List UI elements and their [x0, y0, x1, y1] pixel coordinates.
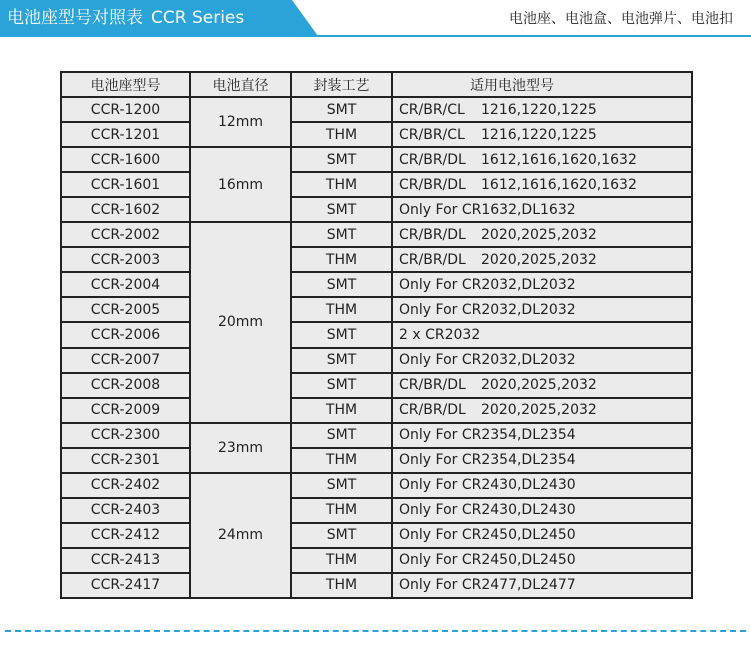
package-cell: THM: [292, 298, 391, 321]
battery-code: Only For CR2430,DL2430: [399, 502, 576, 519]
package-cell: SMT: [292, 524, 391, 547]
package-cell: SMT: [292, 474, 391, 497]
package-cell: SMT: [292, 323, 391, 346]
column-header-diameter: 电池直径: [191, 73, 290, 96]
model-cell: CCR-2413: [62, 549, 189, 572]
page-title: [7, 0, 244, 36]
model-cell: CCR-2417: [62, 574, 189, 597]
model-cell: CCR-2004: [62, 273, 189, 296]
column-header-compatible-battery: 适用电池型号: [393, 73, 691, 96]
model-cell: CCR-1201: [62, 123, 189, 146]
product-categories: 电池座、电池盒、电池弹片、电池扣: [509, 11, 733, 27]
model-cell: CCR-2412: [62, 524, 189, 547]
column-header-package: 封装工艺: [292, 73, 391, 96]
package-cell: THM: [292, 549, 391, 572]
model-cell: CCR-2008: [62, 374, 189, 397]
package-cell: SMT: [292, 98, 391, 121]
compatible-battery-cell: [393, 524, 691, 547]
compatible-battery-cell: [393, 574, 691, 597]
table-grid: [62, 73, 691, 597]
compatible-battery-cell: [393, 323, 691, 346]
battery-size-list: 1216,1220,1225: [481, 126, 597, 143]
compatible-battery-cell: [393, 98, 691, 121]
package-cell: SMT: [292, 198, 391, 221]
model-cell: CCR-1601: [62, 173, 189, 196]
package-cell: THM: [292, 123, 391, 146]
battery-code: CR/BR/CL: [399, 101, 465, 118]
compatible-battery-cell: [393, 474, 691, 497]
package-cell: SMT: [292, 223, 391, 246]
model-cell: CCR-2403: [62, 499, 189, 522]
compatible-battery-cell: [393, 248, 691, 271]
battery-code: Only For CR2032,DL2032: [399, 276, 576, 293]
compatible-battery-cell: [393, 374, 691, 397]
compatible-battery-cell: [393, 499, 691, 522]
battery-code: Only For CR2450,DL2450: [399, 527, 576, 544]
battery-code: Only For CR2354,DL2354: [399, 427, 576, 444]
battery-code: CR/BR/DL: [399, 402, 466, 419]
compatible-battery-cell: [393, 424, 691, 447]
battery-code: Only For CR2032,DL2032: [399, 352, 576, 369]
compatible-battery-cell: [393, 173, 691, 196]
package-cell: THM: [292, 449, 391, 472]
compatible-battery-cell: [393, 148, 691, 171]
compatible-battery-cell: [393, 223, 691, 246]
model-cell: CCR-2002: [62, 223, 189, 246]
compatible-battery-cell: [393, 549, 691, 572]
series-name: CCR Series: [151, 8, 245, 28]
footer-divider: [5, 630, 746, 632]
battery-code: CR/BR/DL: [399, 251, 466, 268]
package-cell: THM: [292, 173, 391, 196]
compatible-battery-cell: [393, 123, 691, 146]
page-header: [0, 0, 751, 36]
battery-code: CR/BR/DL: [399, 226, 466, 243]
package-cell: THM: [292, 574, 391, 597]
battery-code: CR/BR/DL: [399, 151, 466, 168]
battery-code: CR/BR/DL: [399, 176, 466, 193]
compatible-battery-cell: [393, 198, 691, 221]
model-cell: CCR-1602: [62, 198, 189, 221]
battery-code: 2 x CR2032: [399, 326, 481, 343]
model-cell: CCR-1200: [62, 98, 189, 121]
model-cell: CCR-2402: [62, 474, 189, 497]
model-cell: CCR-2003: [62, 248, 189, 271]
column-header-model: 电池座型号: [62, 73, 189, 96]
battery-size-list: 1216,1220,1225: [481, 101, 597, 118]
package-cell: SMT: [292, 374, 391, 397]
model-cell: CCR-2005: [62, 298, 189, 321]
model-reference-table: [60, 71, 693, 599]
model-cell: CCR-1600: [62, 148, 189, 171]
battery-size-list: 1612,1616,1620,1632: [481, 176, 637, 193]
package-cell: THM: [292, 248, 391, 271]
battery-code: Only For CR2477,DL2477: [399, 577, 576, 594]
compatible-battery-cell: [393, 399, 691, 422]
package-cell: SMT: [292, 424, 391, 447]
model-cell: CCR-2300: [62, 424, 189, 447]
battery-code: CR/BR/DL: [399, 377, 466, 394]
battery-size-list: 2020,2025,2032: [481, 226, 597, 243]
diameter-cell: 23mm: [191, 424, 290, 472]
compatible-battery-cell: [393, 298, 691, 321]
title-text: 电池座型号对照表: [7, 8, 143, 28]
model-cell: CCR-2009: [62, 399, 189, 422]
package-cell: SMT: [292, 273, 391, 296]
battery-code: Only For CR1632,DL1632: [399, 201, 576, 218]
battery-size-list: 2020,2025,2032: [481, 402, 597, 419]
battery-code: Only For CR2450,DL2450: [399, 552, 576, 569]
battery-code: CR/BR/CL: [399, 126, 465, 143]
model-cell: CCR-2007: [62, 349, 189, 372]
diameter-cell: 12mm: [191, 98, 290, 146]
compatible-battery-cell: [393, 273, 691, 296]
battery-size-list: 2020,2025,2032: [481, 251, 597, 268]
compatible-battery-cell: [393, 349, 691, 372]
diameter-cell: 20mm: [191, 223, 290, 421]
battery-code: Only For CR2032,DL2032: [399, 301, 576, 318]
package-cell: SMT: [292, 148, 391, 171]
battery-size-list: 2020,2025,2032: [481, 377, 597, 394]
battery-code: Only For CR2430,DL2430: [399, 477, 576, 494]
battery-code: Only For CR2354,DL2354: [399, 452, 576, 469]
package-cell: SMT: [292, 349, 391, 372]
battery-size-list: 1612,1616,1620,1632: [481, 151, 637, 168]
model-cell: CCR-2301: [62, 449, 189, 472]
compatible-battery-cell: [393, 449, 691, 472]
model-cell: CCR-2006: [62, 323, 189, 346]
diameter-cell: 24mm: [191, 474, 290, 597]
package-cell: THM: [292, 499, 391, 522]
package-cell: THM: [292, 399, 391, 422]
diameter-cell: 16mm: [191, 148, 290, 221]
